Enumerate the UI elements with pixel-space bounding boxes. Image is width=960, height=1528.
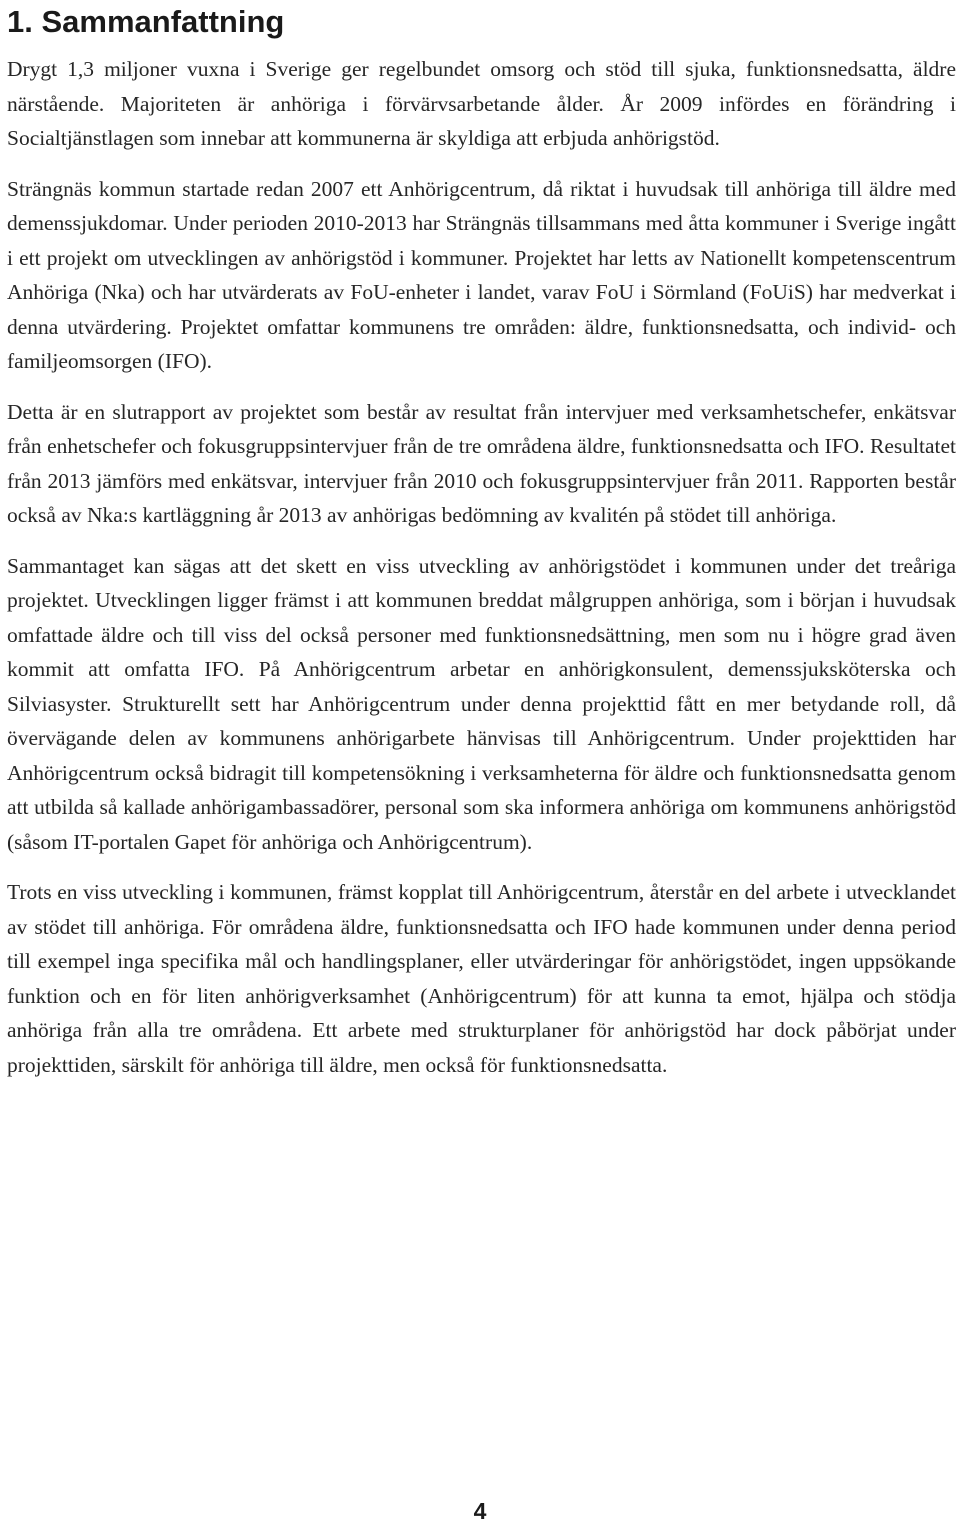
document-page bbox=[7, 0, 956, 1098]
paragraph-remaining-work: Trots en viss utveckling i kommunen, främst kopplat till Anhörigcentrum, återstår en del arbete i utvecklandet av stödet till anhöriga. För områdena äldre, funktionsnedsatta och IFO hade kommunen under denna period till exempel inga specifika mål och handlingsplaner, eller utvärderingar för anhörigstödet, ingen uppsökande funktion och en för liten anhörigverksamhet (Anhörigcentrum) för att kunna ta emot, hjälpa och stödja anhöriga från alla tre områdena. Ett arbete med strukturplaner för anhörigstöd har dock påbörjat under projekttiden, särskilt för anhöriga till äldre, men också för funktionsnedsatta. bbox=[7, 880, 956, 1077]
paragraph-development-summary: Sammantaget kan sägas att det skett en viss utveckling av anhörigstödet i kommunen under det treåriga projektet. Utvecklingen ligger främst i att kommunen breddat målgruppen anhöriga, som i början i huvudsak omfattade äldre och till viss del också personer med funktionsnedsättning, men som nu i högre grad även kommit att omfatta IFO. På Anhörigcentrum arbetar en anhörigkonsulent, demenssjuksköterska och Silviasyster. Strukturellt sett har Anhörigcentrum under denna projekttid fått en mer betydande roll, då övervägande delen av kommunens anhörigarbete hänvisas till Anhörigcentrum. Under projekttiden har Anhörigcentrum också bidragit till kompetensökning i verksamheterna för äldre och funktionsnedsatta genom att utbilda så kallade anhörigambassadörer, personal som ska informera anhöriga om kommunens anhörigstöd (såsom IT-portalen Gapet för anhöriga och Anhörigcentrum). bbox=[7, 553, 956, 854]
section-heading: 1. Sammanfattning bbox=[7, 4, 285, 39]
page-number: 4 bbox=[473, 1498, 487, 1524]
paragraph-intro: Drygt 1,3 miljoner vuxna i Sverige ger regelbundet omsorg och stöd till sjuka, funktionsnedsatta, äldre närstående. Majoriteten är anhöriga i förvärvsarbetande ålder. År 2009 infördes en förändring i Socialtjänstlagen som innebar att kommunerna är skyldiga att erbjuda anhörigstöd. bbox=[7, 57, 956, 150]
paragraph-report-scope: Detta är en slutrapport av projektet som består av resultat från intervjuer med verksamhetschefer, enkätsvar från enhetschefer och fokusgruppsintervjuer från de tre områdena äldre, funktionsnedsatta och IFO. Resultatet från 2013 jämförs med enkätsvar, intervjuer från 2010 och fokusgruppsintervjuer från 2011. Rapporten består också av Nka:s kartläggning år 2013 av anhörigas bedömning av kvalitén på stödet till anhöriga. bbox=[7, 399, 956, 527]
body-text bbox=[7, 52, 956, 1082]
paragraph-project-background: Strängnäs kommun startade redan 2007 ett Anhörigcentrum, då riktat i huvudsak till anhöriga till äldre med demenssjukdomar. Under perioden 2010-2013 har Strängnäs tillsammans med åtta kommuner i Sverige ingått i ett projekt om utvecklingen av anhörigstöd i kommuner. Projektet har letts av Nationellt kompetenscentrum Anhöriga (Nka) och har utvärderats av FoU-enheter i landet, varav FoU i Sörmland (FoUiS) har medverkat i denna utvärdering. Projektet omfattar kommunens tre områden: äldre, funktionsnedsatta, och individ- och familjeomsorgen (IFO). bbox=[7, 176, 956, 373]
